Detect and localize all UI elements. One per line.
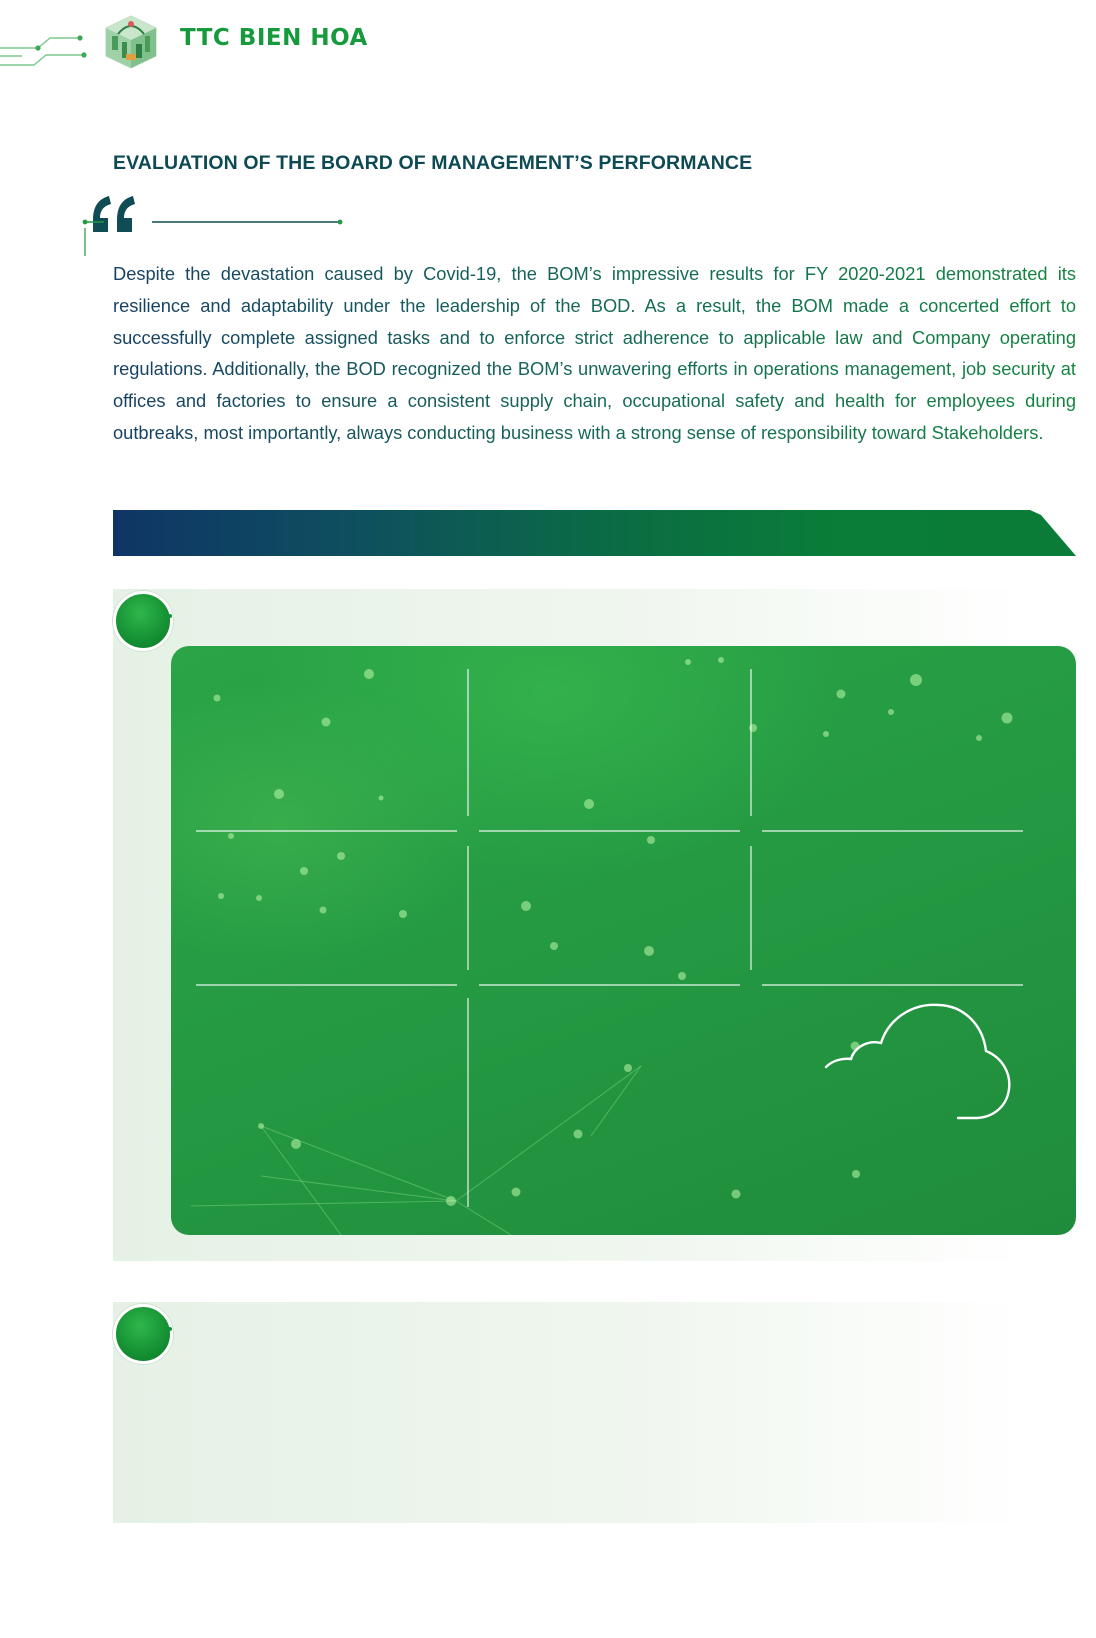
circuit-line-decoration <box>0 8 100 78</box>
panel-badge-2 <box>113 1304 173 1364</box>
section-banner <box>113 510 1076 556</box>
particle-dots <box>214 657 1013 1206</box>
network-lines <box>191 1066 641 1235</box>
badge-connector-dot <box>168 1327 172 1331</box>
building-cube-logo-icon <box>100 10 162 72</box>
content-panel-2 <box>113 1302 1028 1523</box>
evaluation-body-text: Despite the devastation caused by Covid-19, the BOM’s impressive results for FY 2020-2021 demonstrated its resilience and adaptability under the leadership of the BOD. As a result, the BOM made a concerted effort to successfully complete assigned tasks and to enforce strict adherence to applicable law and Company operating regulations. Additionally, the BOD recognized the BOM’s unwavering efforts in operations management, job security at offices and factories to ensure a consistent supply chain, occupational safety and health for employees during outbreaks, most importantly, always conducting business with a strong sense of responsibility toward Stakeholders. <box>113 258 1076 449</box>
grid-lines <box>196 669 1023 1207</box>
brand-name: TTC BIEN HOA <box>180 25 368 51</box>
cloud-outline-icon <box>826 1005 1009 1118</box>
section-title: EVALUATION OF THE BOARD OF MANAGEMENT’S PERFORMANCE <box>113 152 753 174</box>
green-info-card <box>171 646 1076 1235</box>
badge-connector-dot <box>168 614 172 618</box>
panel-badge-1 <box>113 591 173 651</box>
card-background-graphics <box>171 646 1076 1235</box>
